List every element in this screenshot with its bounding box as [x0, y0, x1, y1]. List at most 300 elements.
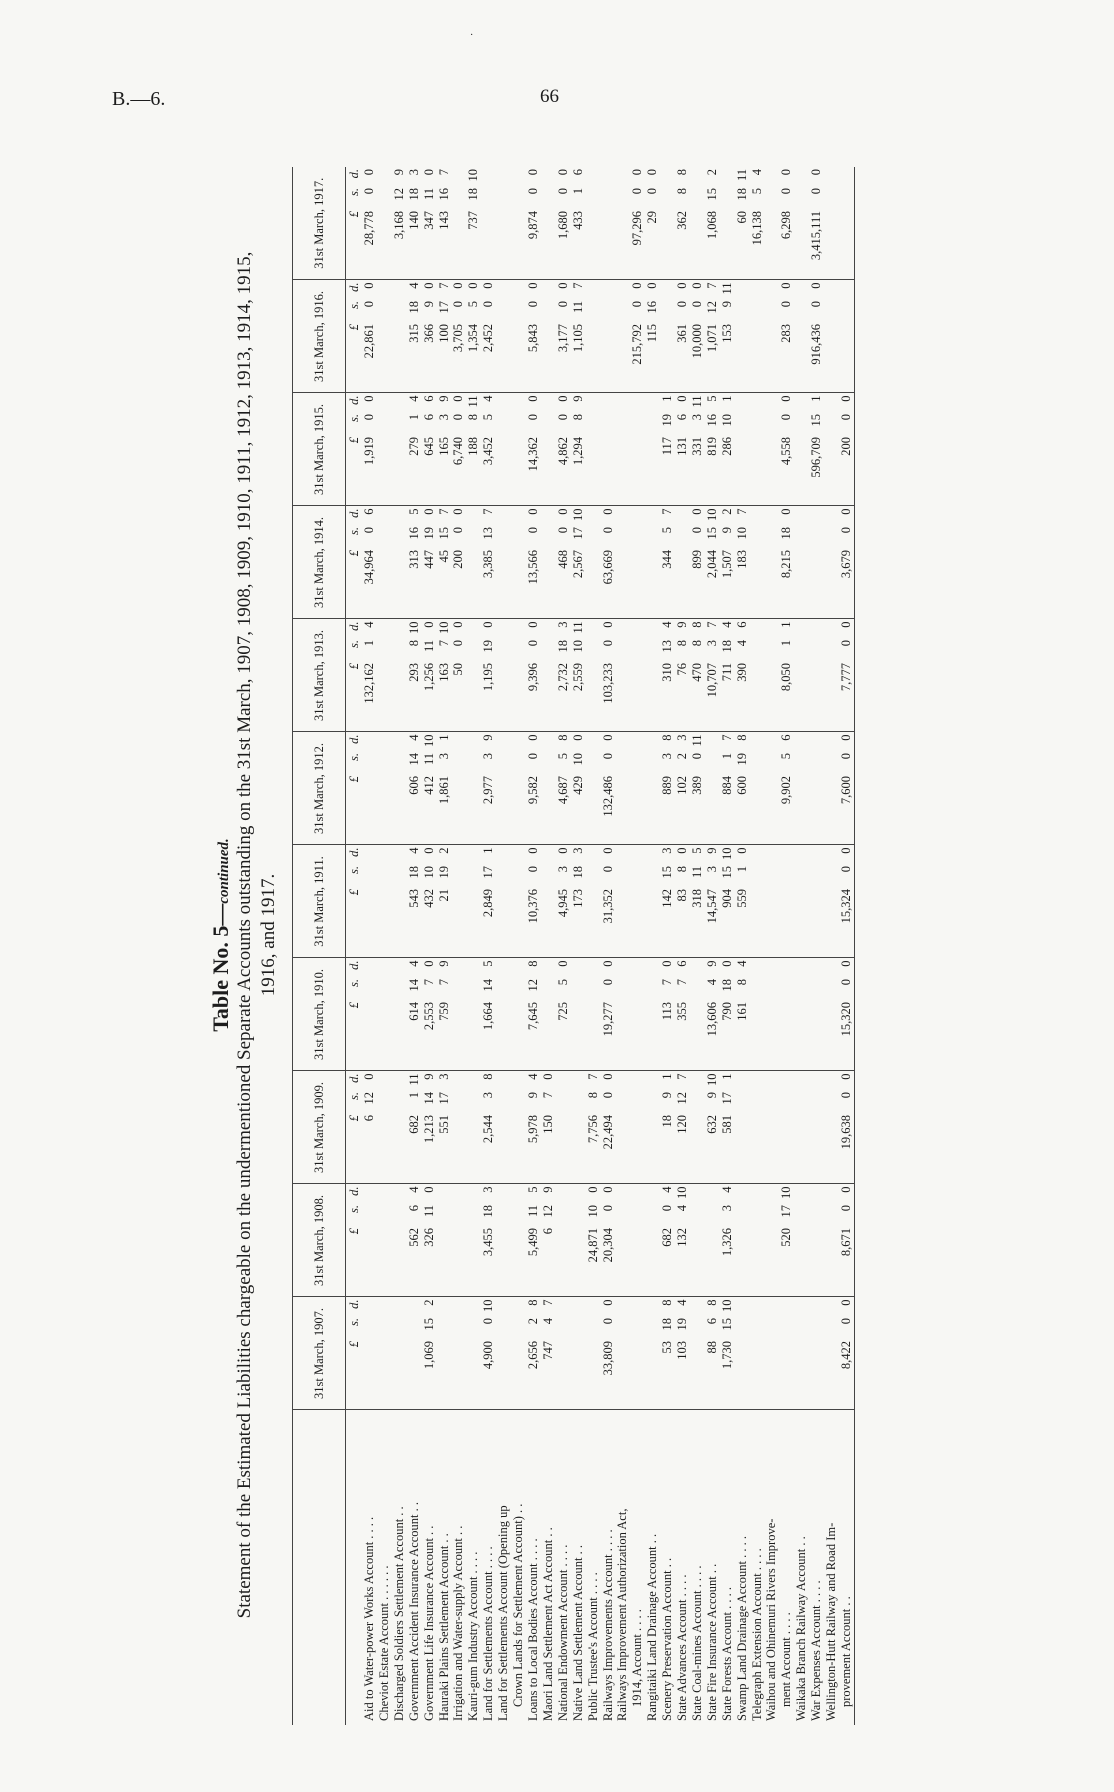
shillings-cell: 6: [421, 414, 436, 421]
shillings-cell: [466, 1316, 481, 1338]
pence-cell: [377, 506, 392, 525]
pence-cell: [645, 845, 660, 864]
shillings-cell: 3: [436, 414, 451, 421]
account-name: ment Account . . . .: [779, 1612, 794, 1707]
pounds-cell: [824, 660, 839, 732]
pence-cell: 0: [839, 508, 853, 515]
pence-cell: 0: [451, 282, 466, 289]
pence-cell: 0: [525, 282, 540, 289]
year-column-header: 31st March, 1907.: [293, 1297, 346, 1410]
pence-cell: 1: [779, 621, 794, 628]
pence-cell: [824, 1184, 839, 1203]
pounds-cell: [541, 886, 556, 958]
pounds-cell: 347: [422, 208, 437, 280]
pence-cell: [541, 619, 556, 638]
shillings-cell: 19: [436, 866, 451, 879]
pence-cell: [750, 732, 765, 751]
pounds-cell: [645, 773, 660, 845]
pence-cell: [615, 845, 630, 864]
pounds-cell: 161: [735, 999, 750, 1071]
unit-label: £: [346, 773, 363, 845]
pence-cell: 8: [555, 734, 570, 741]
pounds-cell: [779, 999, 794, 1071]
shillings-cell: [675, 525, 690, 547]
pence-cell: 5: [689, 847, 704, 854]
shillings-cell: 8: [406, 640, 421, 647]
shillings-cell: 18: [660, 1318, 675, 1331]
pence-cell: 10: [436, 621, 451, 634]
shillings-cell: 18: [406, 188, 421, 201]
shillings-cell: 0: [689, 301, 704, 308]
shillings-cell: 4: [734, 640, 749, 647]
account-name: Irrigation and Water-supply Account . .: [451, 1525, 466, 1721]
shillings-cell: [615, 864, 630, 886]
pence-cell: [809, 1071, 824, 1090]
pence-cell: [645, 619, 660, 638]
unit-label: £: [346, 1112, 363, 1184]
shillings-cell: 3: [704, 640, 719, 647]
pence-cell: 6: [570, 169, 585, 176]
table-row: [779, 167, 794, 1725]
unit-label: s.: [347, 527, 362, 535]
pounds-cell: 1,326: [720, 1225, 735, 1297]
pence-cell: [750, 1184, 765, 1203]
pence-cell: 0: [839, 1299, 853, 1306]
pounds-cell: [764, 547, 779, 619]
pence-cell: [794, 1071, 809, 1090]
pounds-cell: 131: [675, 434, 690, 506]
pence-cell: 0: [734, 847, 749, 854]
shillings-cell: [645, 1316, 660, 1338]
pounds-cell: 200: [839, 434, 854, 506]
pence-cell: 1: [719, 1073, 734, 1080]
shillings-cell: [690, 1203, 705, 1225]
pence-cell: 2: [436, 847, 451, 854]
pence-cell: 10: [779, 1186, 794, 1199]
pounds-cell: [690, 1338, 705, 1410]
pence-cell: 0: [525, 734, 540, 741]
pounds-cell: 13,606: [705, 999, 720, 1071]
pounds-cell: [794, 1112, 809, 1184]
pounds-cell: 215,792: [630, 321, 645, 393]
pence-cell: 4: [719, 621, 734, 628]
shillings-cell: [630, 864, 645, 886]
pence-cell: 6: [421, 395, 436, 402]
pence-cell: 0: [600, 847, 615, 854]
pence-cell: [764, 167, 779, 186]
shillings-cell: 7: [540, 1092, 555, 1099]
pounds-cell: 50: [451, 660, 466, 732]
pence-cell: 4: [525, 1073, 540, 1080]
pounds-cell: [690, 1225, 705, 1297]
pounds-cell: [511, 886, 526, 958]
shillings-cell: 8: [466, 414, 481, 421]
shillings-cell: [764, 638, 779, 660]
pence-cell: 7: [436, 282, 451, 289]
shillings-cell: [809, 1316, 824, 1338]
pence-cell: [511, 1184, 526, 1203]
pence-cell: [407, 1297, 422, 1316]
pence-cell: [824, 845, 839, 864]
pence-cell: 0: [555, 282, 570, 289]
pounds-cell: [630, 1225, 645, 1297]
shillings-cell: 18: [555, 640, 570, 653]
pence-cell: 11: [689, 734, 704, 747]
shillings-cell: 9: [421, 301, 436, 308]
account-name: Loans to Local Bodies Account . . . .: [525, 1538, 540, 1721]
shillings-cell: 13: [481, 527, 496, 540]
pence-cell: 8: [660, 1299, 675, 1306]
pence-cell: [735, 393, 750, 412]
pence-cell: [496, 393, 511, 412]
shillings-cell: [630, 977, 645, 999]
shillings-cell: 8: [734, 979, 749, 986]
pence-cell: [615, 167, 630, 186]
shillings-cell: 14: [406, 753, 421, 766]
pounds-cell: 355: [675, 999, 690, 1071]
pence-cell: 6: [734, 621, 749, 628]
pounds-cell: 188: [466, 434, 481, 506]
pounds-cell: [824, 434, 839, 506]
shillings-cell: [824, 977, 839, 999]
pounds-cell: [645, 999, 660, 1071]
pence-cell: [451, 732, 466, 751]
shillings-cell: 0: [555, 414, 570, 421]
shillings-cell: [794, 638, 809, 660]
pounds-cell: [496, 886, 511, 958]
pounds-cell: [466, 773, 481, 845]
pence-cell: [630, 1184, 645, 1203]
pounds-cell: 8,671: [839, 1225, 854, 1297]
pounds-cell: [392, 886, 407, 958]
pence-cell: [541, 280, 556, 299]
pounds-cell: [824, 999, 839, 1071]
pounds-cell: [764, 1112, 779, 1184]
shillings-cell: [764, 864, 779, 886]
pounds-cell: [809, 547, 824, 619]
table-row: [764, 167, 779, 1725]
pounds-cell: [377, 999, 392, 1071]
pounds-cell: [377, 321, 392, 393]
shillings-cell: 19: [481, 640, 496, 653]
shillings-cell: 0: [525, 640, 540, 647]
shillings-cell: 7: [421, 979, 436, 986]
pounds-cell: [764, 1225, 779, 1297]
pence-cell: 11: [570, 621, 585, 634]
table-row: [481, 167, 496, 1725]
shillings-cell: 15: [719, 1318, 734, 1331]
table-row: [675, 167, 690, 1725]
pence-cell: [660, 167, 675, 186]
shillings-cell: [586, 977, 601, 999]
pounds-cell: 283: [779, 321, 794, 393]
pounds-cell: [451, 773, 466, 845]
pence-cell: [556, 1071, 571, 1090]
pounds-cell: 1,069: [422, 1338, 437, 1410]
pounds-cell: [511, 1225, 526, 1297]
pence-cell: [824, 167, 839, 186]
pounds-cell: [586, 886, 601, 958]
shillings-cell: [556, 1316, 571, 1338]
shillings-cell: [571, 977, 586, 999]
pounds-cell: [839, 208, 854, 280]
shillings-cell: [690, 1090, 705, 1112]
pence-cell: 0: [600, 1299, 615, 1306]
pounds-cell: [794, 886, 809, 958]
pence-cell: [511, 958, 526, 977]
account-name: War Expenses Account . . . .: [809, 1580, 824, 1721]
pence-cell: 4: [406, 734, 421, 741]
shillings-cell: 15: [704, 527, 719, 540]
shillings-cell: 7: [660, 979, 675, 986]
pence-cell: [511, 1071, 526, 1090]
shillings-cell: [630, 525, 645, 547]
unit-label: s.: [347, 301, 362, 309]
unit-label: £: [346, 321, 363, 393]
pence-cell: [705, 1184, 720, 1203]
shillings-cell: [511, 864, 526, 886]
pounds-cell: [735, 434, 750, 506]
shillings-cell: 0: [525, 527, 540, 534]
pence-cell: [794, 619, 809, 638]
shillings-cell: [794, 977, 809, 999]
shillings-cell: [451, 186, 466, 208]
shillings-cell: [392, 864, 407, 886]
shillings-cell: 0: [779, 188, 794, 195]
pence-cell: [809, 506, 824, 525]
pence-cell: 0: [839, 960, 853, 967]
shillings-cell: [824, 1316, 839, 1338]
pounds-cell: [809, 660, 824, 732]
shillings-cell: [735, 1203, 750, 1225]
pence-cell: [481, 167, 496, 186]
shillings-cell: [764, 1203, 779, 1225]
pounds-cell: 163: [437, 660, 452, 732]
pounds-cell: [466, 1112, 481, 1184]
shillings-cell: [601, 299, 616, 321]
pence-cell: [690, 1297, 705, 1316]
pence-cell: [571, 958, 586, 977]
pounds-cell: [824, 886, 839, 958]
account-name: Rangitaiki Land Drainage Account . .: [645, 1533, 660, 1721]
shillings-cell: 2: [525, 1318, 540, 1325]
shillings-cell: [779, 1316, 794, 1338]
pence-cell: 4: [362, 621, 376, 628]
pounds-cell: 34,964: [362, 547, 377, 619]
shillings-cell: 18: [481, 1205, 496, 1218]
pence-cell: [764, 1071, 779, 1090]
unit-label: s.: [347, 753, 362, 761]
pounds-cell: 16,138: [750, 208, 765, 280]
shillings-cell: [377, 412, 392, 434]
pounds-cell: 1,294: [571, 434, 586, 506]
shillings-cell: [541, 299, 556, 321]
shillings-cell: [809, 638, 824, 660]
pence-cell: [764, 280, 779, 299]
pounds-cell: [809, 999, 824, 1071]
pence-cell: [779, 1071, 794, 1090]
pounds-cell: [615, 1338, 630, 1410]
shillings-cell: [824, 751, 839, 773]
table-row: [660, 167, 675, 1725]
table-row: [511, 167, 526, 1725]
account-name: Wellington-Hutt Railway and Road Im-: [824, 1522, 839, 1721]
pounds-cell: [392, 660, 407, 732]
shillings-cell: 8: [570, 414, 585, 421]
pounds-cell: [690, 208, 705, 280]
shillings-cell: [615, 1316, 630, 1338]
units-row: [346, 167, 363, 1725]
pence-cell: [392, 1297, 407, 1316]
pence-cell: [541, 167, 556, 186]
year-column-header: 31st March, 1910.: [293, 958, 346, 1071]
shillings-cell: [362, 751, 377, 773]
pounds-cell: [779, 1338, 794, 1410]
pounds-cell: 6: [362, 1112, 377, 1184]
pence-cell: [392, 280, 407, 299]
pounds-cell: 3,415,111: [809, 208, 824, 280]
pence-cell: [764, 732, 779, 751]
pounds-cell: [645, 660, 660, 732]
shillings-cell: 0: [630, 301, 645, 308]
pence-cell: [541, 845, 556, 864]
year-column-header: 31st March, 1914.: [293, 506, 346, 619]
shillings-cell: 1: [734, 866, 749, 873]
pounds-cell: [392, 434, 407, 506]
pounds-cell: 429: [571, 773, 586, 845]
pounds-cell: [779, 886, 794, 958]
pounds-cell: 614: [407, 999, 422, 1071]
pence-cell: [750, 1297, 765, 1316]
pounds-cell: [481, 208, 496, 280]
shillings-cell: 17: [570, 527, 585, 540]
pounds-cell: 389: [690, 773, 705, 845]
shillings-cell: 3: [436, 753, 451, 760]
shillings-cell: [794, 525, 809, 547]
pence-cell: [377, 958, 392, 977]
pence-cell: [496, 732, 511, 751]
account-name: National Endowment Account . . . .: [555, 1544, 570, 1721]
shillings-cell: 11: [421, 640, 436, 653]
pence-cell: [362, 1297, 377, 1316]
unit-label: s.: [347, 979, 362, 987]
shillings-cell: [377, 1090, 392, 1112]
pence-cell: [645, 1184, 660, 1203]
shillings-cell: [630, 751, 645, 773]
pence-cell: [794, 845, 809, 864]
pounds-cell: [764, 999, 779, 1071]
pence-cell: [630, 732, 645, 751]
pounds-cell: 150: [541, 1112, 556, 1184]
pounds-cell: 286: [720, 434, 735, 506]
pence-cell: [779, 1297, 794, 1316]
pence-cell: [750, 619, 765, 638]
pence-cell: [764, 958, 779, 977]
shillings-cell: 3: [555, 866, 570, 873]
pounds-cell: [586, 1338, 601, 1410]
pounds-cell: 551: [437, 1112, 452, 1184]
pence-cell: 8: [525, 1299, 540, 1306]
table-row: [571, 167, 586, 1725]
pounds-cell: [437, 1225, 452, 1297]
pounds-cell: 53: [660, 1338, 675, 1410]
pence-cell: [466, 1184, 481, 1203]
shillings-cell: [809, 1090, 824, 1112]
units-spacer: [346, 1410, 363, 1725]
table-row: [824, 167, 839, 1725]
shillings-cell: [586, 864, 601, 886]
unit-label: £: [346, 886, 363, 958]
shillings-cell: 11: [525, 1205, 540, 1218]
shillings-cell: [586, 638, 601, 660]
pounds-cell: 13,566: [526, 547, 541, 619]
pounds-cell: 1,919: [362, 434, 377, 506]
pence-cell: 0: [421, 621, 436, 628]
pence-cell: 0: [630, 169, 645, 176]
shillings-cell: 18: [779, 527, 794, 540]
shillings-cell: [645, 977, 660, 999]
pence-cell: 0: [421, 847, 436, 854]
shillings-cell: [645, 412, 660, 434]
pounds-cell: [466, 886, 481, 958]
pounds-cell: 1,680: [556, 208, 571, 280]
unit-label: d.: [347, 621, 362, 631]
table-title: [208, 135, 234, 1735]
pence-cell: 3: [555, 621, 570, 628]
pence-cell: 3: [436, 1073, 451, 1080]
pounds-cell: 433: [571, 208, 586, 280]
pounds-cell: [377, 773, 392, 845]
shillings-cell: [779, 1090, 794, 1112]
table-row: [466, 167, 481, 1725]
pence-cell: [601, 280, 616, 299]
pence-cell: 9: [540, 1186, 555, 1193]
pounds-cell: [362, 999, 377, 1071]
account-name: Railways Improvements Account . . . .: [600, 1529, 615, 1721]
shillings-cell: 0: [839, 979, 853, 986]
shillings-cell: 10: [570, 640, 585, 653]
pence-cell: 0: [421, 282, 436, 289]
shillings-cell: [541, 412, 556, 434]
pounds-cell: [466, 1338, 481, 1410]
pence-cell: [571, 1297, 586, 1316]
shillings-cell: [586, 186, 601, 208]
pounds-cell: [824, 547, 839, 619]
table-row: [541, 167, 556, 1725]
shillings-cell: 3: [660, 753, 675, 760]
shillings-cell: 8: [675, 188, 690, 195]
pounds-cell: 2,732: [556, 660, 571, 732]
pence-cell: 3: [660, 847, 675, 854]
pence-cell: [437, 1297, 452, 1316]
shillings-cell: [720, 186, 735, 208]
shillings-cell: [764, 1090, 779, 1112]
unit-label: d.: [347, 847, 362, 857]
pence-cell: 10: [719, 847, 734, 860]
pounds-cell: 165: [437, 434, 452, 506]
shillings-cell: 0: [600, 1205, 615, 1212]
pence-cell: 8: [481, 1073, 496, 1080]
table-row: [422, 167, 437, 1725]
pence-cell: 7: [570, 282, 585, 289]
shillings-cell: 16: [406, 527, 421, 540]
shillings-cell: 0: [600, 866, 615, 873]
shillings-cell: 0: [809, 188, 824, 195]
pounds-cell: 5,499: [526, 1225, 541, 1297]
pence-cell: 0: [481, 621, 496, 628]
account-name: Native Land Settlement Account . .: [570, 1545, 585, 1721]
pounds-cell: [496, 660, 511, 732]
